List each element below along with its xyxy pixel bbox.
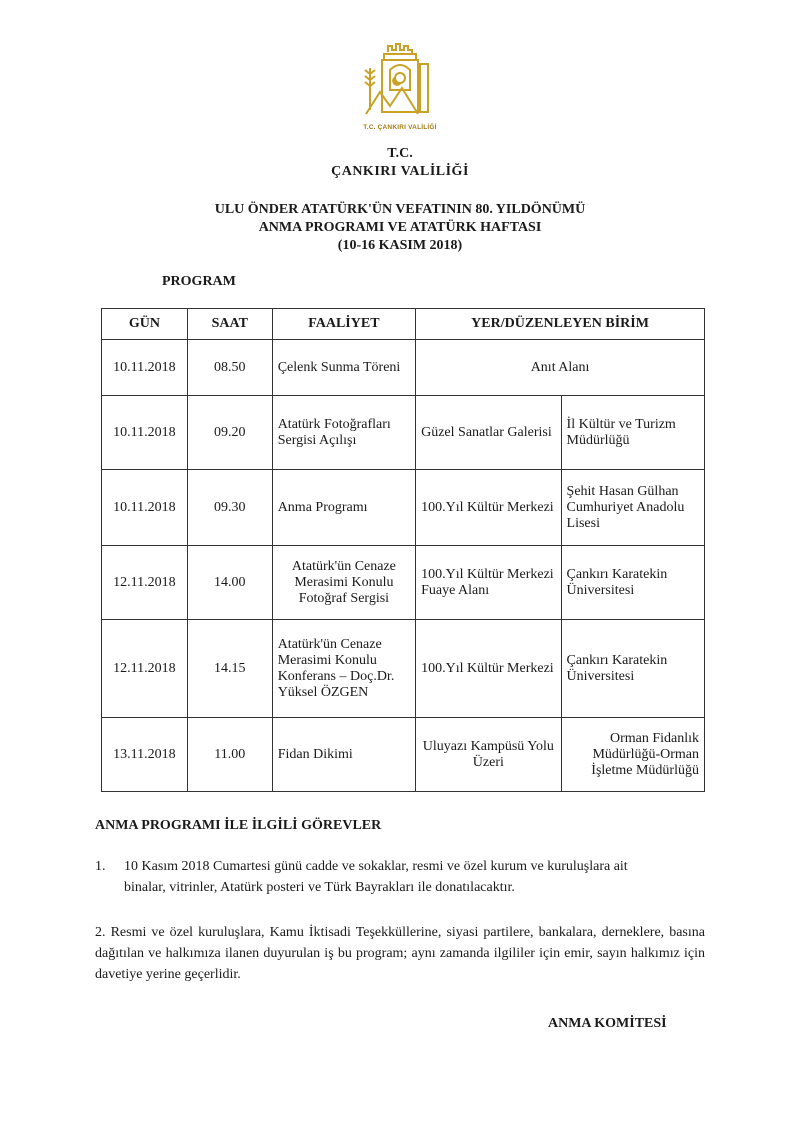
row-time: 14.00 xyxy=(187,546,272,620)
row-unit: Çankırı Karatekin Üniversitesi xyxy=(561,546,704,620)
duty-item-1-text-b: binalar, vitrinler, Atatürk posteri ve Türk Bayrakları ile donatılacaktır. xyxy=(124,880,515,895)
table-row xyxy=(102,396,705,470)
header-place-unit: YER/DÜZENLEYEN BİRİM xyxy=(416,309,705,340)
program-label: PROGRAM xyxy=(162,274,236,289)
title-line-2: ANMA PROGRAMI VE ATATÜRK HAFTASI xyxy=(258,220,542,235)
row-date: 10.11.2018 xyxy=(102,340,188,396)
program-table xyxy=(101,308,705,792)
row-date: 10.11.2018 xyxy=(102,470,188,546)
row-time: 08.50 xyxy=(187,340,272,396)
row-date: 13.11.2018 xyxy=(102,718,188,792)
row-place: 100.Yıl Kültür Merkezi xyxy=(416,470,561,546)
row-unit: İl Kültür ve Turizm Müdürlüğü xyxy=(561,396,704,470)
header-activity: FAALİYET xyxy=(272,309,415,340)
header-tc: T.C. xyxy=(387,146,413,161)
row-date: 12.11.2018 xyxy=(102,620,188,718)
row-place: Uluyazı Kampüsü Yolu Üzeri xyxy=(416,718,561,792)
row-place: 100.Yıl Kültür Merkezi Fuaye Alanı xyxy=(416,546,561,620)
table-row xyxy=(102,340,705,396)
emblem-caption: T.C. ÇANKIRI VALİLİĞİ xyxy=(363,124,437,131)
row-unit: Şehit Hasan Gülhan Cumhuriyet Anadolu Lisesi xyxy=(561,470,704,546)
row-place: 100.Yıl Kültür Merkezi xyxy=(416,620,561,718)
title-line-3: (10-16 KASIM 2018) xyxy=(337,238,463,253)
row-unit: Orman Fidanlık Müdürlüğü-Orman İşletme Müdürlüğü xyxy=(561,718,704,792)
duties-title: ANMA PROGRAMI İLE İLGİLİ GÖREVLER xyxy=(95,818,382,833)
row-activity: Çelenk Sunma Töreni xyxy=(272,340,415,396)
row-place: Güzel Sanatlar Galerisi xyxy=(416,396,561,470)
row-activity: Atatürk Fotoğrafları Sergisi Açılışı xyxy=(272,396,415,470)
emblem-graphic xyxy=(360,40,440,122)
row-activity: Atatürk'ün Cenaze Merasimi Konulu Fotoğraf Sergisi xyxy=(272,546,415,620)
duty-item-2: 2. Resmi ve özel kuruluşlara, Kamu İktisadi Teşekküllerine, siyasi partilere, bankalara, derneklere, basına dağıtılan ve halkımıza ilanen duyurulan iş bu program; aynı zamanda ilgililer için emir, sayın halkımız için davetiye yerine geçerlidir. xyxy=(95,925,705,982)
duty-item-1 xyxy=(95,856,705,898)
cankiri-valiligi-emblem-icon xyxy=(360,40,440,132)
table-row xyxy=(102,718,705,792)
row-time: 14.15 xyxy=(187,620,272,718)
title-line-1: ULU ÖNDER ATATÜRK'ÜN VEFATININ 80. YILDÖNÜMÜ xyxy=(214,202,586,217)
row-unit: Çankırı Karatekin Üniversitesi xyxy=(561,620,704,718)
row-time: 09.30 xyxy=(187,470,272,546)
row-place: Anıt Alanı xyxy=(416,340,705,396)
signature: ANMA KOMİTESİ xyxy=(548,1016,667,1031)
duty-item-1-number: 1. xyxy=(95,859,106,874)
row-activity: Atatürk'ün Cenaze Merasimi Konulu Konferans – Doç.Dr. Yüksel ÖZGEN xyxy=(272,620,415,718)
table-row xyxy=(102,470,705,546)
table-row xyxy=(102,546,705,620)
header-time: SAAT xyxy=(187,309,272,340)
duty-item-1-text-a: 10 Kasım 2018 Cumartesi günü cadde ve sokaklar, resmi ve özel kurum ve kuruluşlara ait xyxy=(124,859,628,874)
row-date: 10.11.2018 xyxy=(102,396,188,470)
header-institution: ÇANKIRI VALİLİĞİ xyxy=(331,164,469,179)
row-activity: Anma Programı xyxy=(272,470,415,546)
row-date: 12.11.2018 xyxy=(102,546,188,620)
row-activity: Fidan Dikimi xyxy=(272,718,415,792)
table-row xyxy=(102,620,705,718)
header-day: GÜN xyxy=(102,309,188,340)
table-header-row xyxy=(102,309,705,340)
row-time: 09.20 xyxy=(187,396,272,470)
row-time: 11.00 xyxy=(187,718,272,792)
